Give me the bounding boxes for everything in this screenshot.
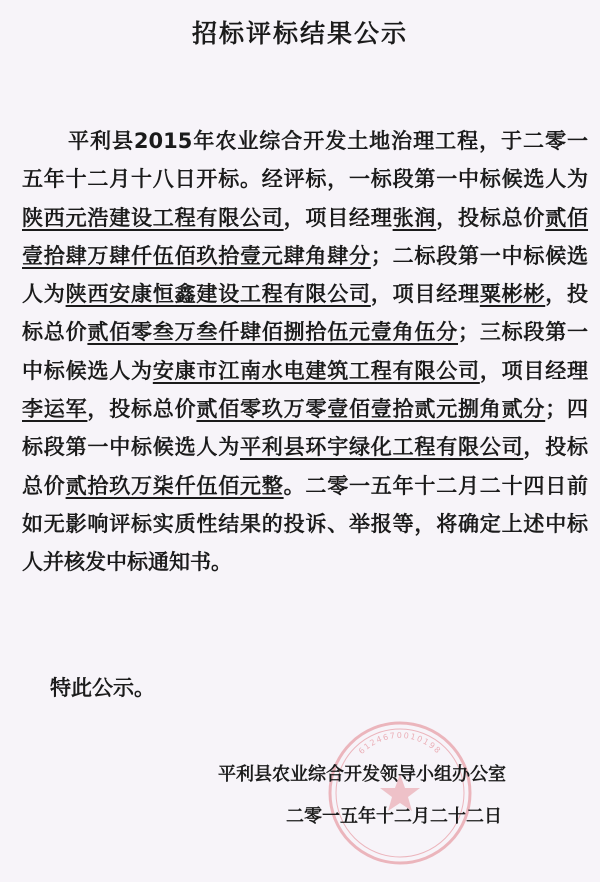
lot1-manager: 张润	[392, 205, 437, 230]
lot1-manager-prefix: ，项目经理	[283, 205, 393, 230]
lot3-winner: 安康市江南水电建筑工程有限公司	[152, 358, 480, 383]
lot2-winner: 陕西安康恒鑫建设工程有限公司	[65, 282, 371, 307]
outro-text: 。二零一五年十二月二十四日前如无影响评标实质性结果的投诉、举报等，将确定上述中标人并核发中标通知书。	[22, 473, 589, 575]
announcement-body	[22, 122, 588, 582]
intro-text: 平利县2015年农业综合开发土地治理工程，于二零一五年十二月十八日开标。经评标，	[22, 129, 588, 192]
lot4-prefix: ；四标段第一中标候选人为	[22, 397, 589, 460]
closing-line: 特此公示。	[50, 676, 155, 700]
lot1-prefix: 一标段第一中标候选人为	[349, 167, 588, 192]
lot3-price: 贰佰零玖万零壹佰壹拾贰元捌角贰分	[196, 397, 546, 422]
signature-date: 二零一五年十二月二十二日	[286, 806, 502, 827]
lot4-price-prefix: ，投标总价	[22, 435, 589, 498]
announcement-paragraph	[22, 122, 588, 582]
lot3-manager: 李运军	[22, 397, 88, 422]
lot4-price: 贰拾玖万柒仟伍佰元整	[65, 473, 284, 498]
official-seal	[325, 718, 475, 868]
signature-organization: 平利县农业综合开发领导小组办公室	[218, 764, 506, 785]
lot3-prefix: ；三标段第一中标候选人为	[22, 320, 589, 383]
document-title: 招标评标结果公示	[191, 19, 408, 48]
lot1-price: 贰佰壹拾肆万肆仟伍佰玖拾壹元肆角肆分	[22, 205, 589, 268]
lot2-price-prefix: ，投标总价	[22, 282, 589, 345]
lot1-winner: 陕西元浩建设工程有限公司	[22, 205, 284, 230]
lot3-manager-prefix: ，项目经理	[479, 358, 589, 383]
lot4-winner: 平利县环宇绿化工程有限公司	[240, 435, 524, 460]
lot2-manager-prefix: ，项目经理	[370, 282, 480, 307]
seal-number: 6124670010198	[356, 730, 444, 756]
lot2-prefix: ；二标段第一中标候选人为	[22, 243, 589, 307]
lot2-price: 贰佰零叁万叁仟肆佰捌拾伍元壹角伍分	[87, 320, 459, 345]
lot3-price-prefix: ，投标总价	[87, 397, 197, 422]
lot2-manager: 粟彬彬	[479, 282, 546, 307]
lot1-price-prefix: ，投标总价	[436, 205, 546, 230]
